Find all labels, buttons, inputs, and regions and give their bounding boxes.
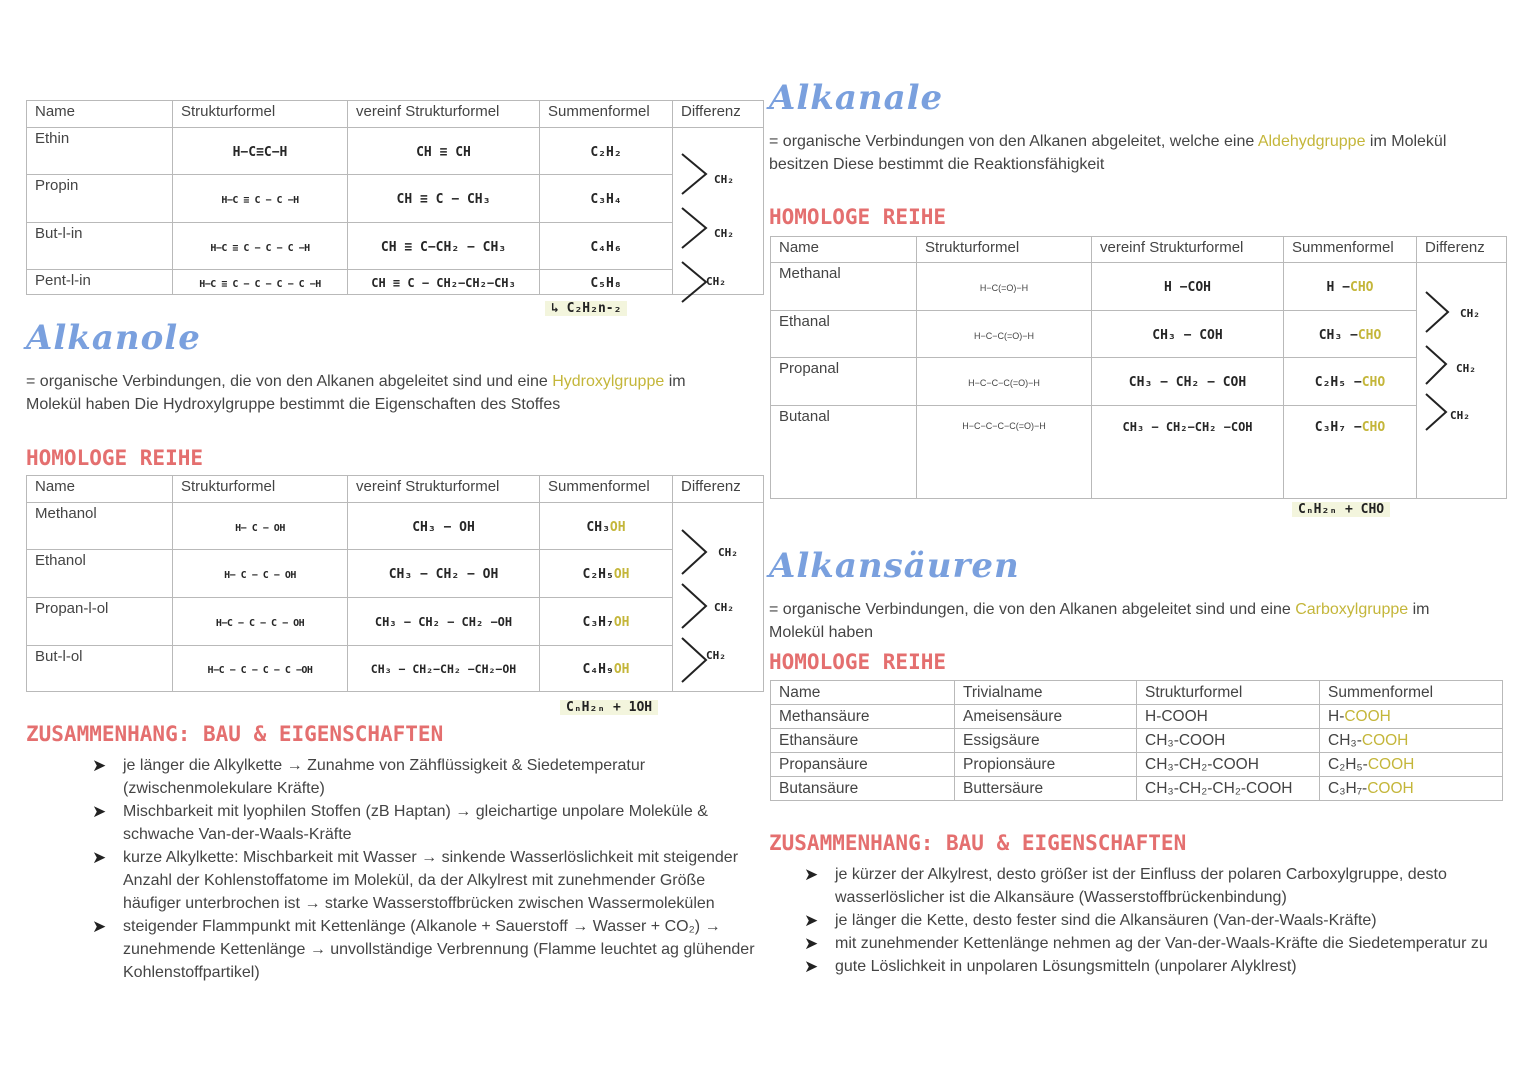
- sum-formula-group: OH: [613, 662, 630, 677]
- highlight-term: Aldehydgruppe: [1257, 133, 1366, 150]
- row-name: But-l-in: [27, 223, 173, 270]
- row-name: Ethansäure: [771, 729, 955, 753]
- diff-label: CH₂: [714, 173, 734, 186]
- sum-formula-group: OH: [613, 567, 630, 582]
- sum-formula-base: C₃H₇: [582, 615, 614, 630]
- section-title-alkanale: Alkanale: [769, 78, 944, 118]
- simple-formula: CH₃ − CH₂ − COH: [1128, 375, 1247, 390]
- section-title-alkanole: Alkanole: [26, 318, 201, 358]
- arrow-bullet-icon: ➤: [804, 934, 819, 953]
- section-title-alkansaeuren: Alkansäuren: [769, 546, 1020, 586]
- list-item: ➤ mit zunehmender Kettenlänge nehmen ag der Van-der-Waals-Kräfte die Siedetemperatur zu: [804, 934, 1488, 953]
- col-header-diff: Differenz: [1417, 237, 1507, 263]
- row-name: Methanal: [771, 263, 917, 311]
- simple-formula: CH ≡ C−CH₂ − CH₃: [380, 239, 507, 255]
- row-name: Methanol: [27, 503, 173, 550]
- struct-formula: H−C−C−C−C(=O)−H: [962, 421, 1046, 431]
- simple-formula: H −COH: [1164, 280, 1211, 295]
- struct-formula: H−C − C − C − C −OH: [207, 665, 313, 676]
- struct-formula: H−C−C(=O)−H: [973, 330, 1035, 341]
- sum-formula-base: C₂H₅: [582, 567, 614, 582]
- sum-formula: C₂H₂: [590, 144, 622, 160]
- struct-formula: H−C ≡ C − C − C −H: [210, 242, 310, 254]
- simple-formula: CH₃ − CH₂−CH₂ −COH: [1122, 420, 1253, 434]
- sum-formula-group: COOH: [1367, 755, 1415, 773]
- sum-formula: C₃H₄: [590, 192, 622, 207]
- struct-formula: H−C(=O)−H: [979, 283, 1029, 293]
- row-name: Butansäure: [771, 777, 955, 801]
- homologe-reihe-heading: HOMOLOGE REIHE: [769, 205, 947, 229]
- difference-brackets: [672, 526, 712, 696]
- sum-formula-base: H-: [1328, 707, 1345, 725]
- highlight-term: Hydroxylgruppe: [552, 373, 665, 390]
- row-name: Ethanal: [771, 311, 917, 358]
- sum-formula-base: C₃H₇ −: [1314, 420, 1362, 435]
- struct-formula: H− C − OH: [235, 522, 285, 534]
- sum-formula-group: OH: [609, 519, 626, 535]
- sum-formula-group: CHO: [1357, 327, 1382, 343]
- struct-formula: H-COOH: [1137, 705, 1320, 729]
- sum-formula-base: CH₃-: [1328, 731, 1362, 749]
- row-trivial: Essigsäure: [955, 729, 1137, 753]
- sum-formula: C₅H₈: [590, 275, 622, 291]
- row-name: Propansäure: [771, 753, 955, 777]
- sum-formula-group: CHO: [1350, 280, 1374, 295]
- col-header-diff: Differenz: [673, 101, 764, 128]
- list-item: ➤ steigender Flammpunkt mit Kettenlänge (Alkanole + Sauerstoff → Wasser + CO₂) → zunehmende Kettenlänge → unvollständige Verbrennung (Flamme leuchtet ag glühender Kohlenstoffpartikel): [92, 917, 755, 981]
- col-header-name: Name: [771, 681, 955, 705]
- alkanale-table: [770, 236, 1507, 499]
- simple-formula: CH₃ − OH: [412, 519, 475, 535]
- struct-formula: H−C≡C−H: [232, 144, 288, 160]
- col-header-struct: Strukturformel: [917, 237, 1092, 263]
- diff-label: CH₂: [718, 546, 738, 559]
- arrow-bullet-icon: ➤: [92, 917, 107, 936]
- sum-formula-group: COOH: [1367, 779, 1414, 797]
- simple-formula: CH ≡ CH: [416, 144, 471, 160]
- homologe-reihe-heading: HOMOLOGE REIHE: [769, 650, 947, 674]
- properties-list: [92, 754, 757, 984]
- row-trivial: Propionsäure: [955, 753, 1137, 777]
- alkanole-table: [26, 475, 764, 692]
- diff-label: CH₂: [706, 649, 726, 662]
- zusammenhang-heading: ZUSAMMENHANG: BAU & EIGENSCHAFTEN: [769, 831, 1187, 855]
- col-header-trivial: Trivialname: [955, 681, 1137, 705]
- diff-label: CH₂: [1460, 307, 1480, 320]
- row-name: Butanal: [771, 406, 917, 499]
- row-name: Propanal: [771, 358, 917, 406]
- sum-formula-base: C₃H₇-: [1328, 779, 1368, 797]
- col-header-simple: vereinf Strukturformel: [1092, 237, 1284, 263]
- sum-formula-base: C₂H₅ −: [1314, 375, 1362, 390]
- general-formula: CₙH₂ₙ + 1OH: [560, 700, 658, 715]
- col-header-name: Name: [27, 476, 173, 503]
- col-header-struct: Strukturformel: [173, 476, 348, 503]
- simple-formula: CH₃ − COH: [1152, 327, 1223, 343]
- simple-formula: CH ≡ C − CH₃: [396, 192, 491, 207]
- alkanole-description: = organische Verbindungen, die von den Alkanen abgeleitet sind und eine Hydroxylgruppe im Molekül haben Die Hydroxylgruppe bestimmt die Eigenschaften des Stoffes: [26, 373, 686, 413]
- col-header-sum: Summenformel: [540, 101, 673, 128]
- col-header-sum: Summenformel: [540, 476, 673, 503]
- list-item: ➤ je länger die Kette, desto fester sind die Alkansäuren (Van-der-Waals-Kräfte): [804, 911, 1377, 930]
- general-formula: CₙH₂ₙ + CHO: [1292, 502, 1390, 517]
- list-item: ➤ gute Löslichkeit in unpolaren Lösungsmitteln (unpolarer Alyklrest): [804, 957, 1297, 976]
- sum-formula-base: C₄H₉: [582, 662, 614, 677]
- arrow-bullet-icon: ➤: [92, 848, 107, 867]
- alkansaeuren-table: [770, 680, 1503, 801]
- sum-formula-group: CHO: [1361, 420, 1386, 435]
- sum-formula-base: H −: [1326, 280, 1350, 295]
- col-header-sum: Summenformel: [1284, 237, 1417, 263]
- sum-formula-group: COOH: [1344, 707, 1391, 725]
- properties-list: [804, 863, 1494, 978]
- homologe-reihe-heading: HOMOLOGE REIHE: [26, 446, 204, 470]
- arrow-bullet-icon: ➤: [804, 911, 819, 930]
- col-header-simple: vereinf Strukturformel: [348, 476, 540, 503]
- sum-formula-group: OH: [613, 615, 630, 630]
- struct-formula: CH₃-CH₂-COOH: [1137, 753, 1320, 777]
- sum-formula-base: C₂H₅-: [1328, 755, 1368, 773]
- struct-formula: H−C − C − C − OH: [215, 618, 305, 629]
- zusammenhang-heading: ZUSAMMENHANG: BAU & EIGENSCHAFTEN: [26, 722, 444, 746]
- diff-label: CH₂: [714, 601, 734, 614]
- row-name: Propin: [27, 175, 173, 223]
- list-item: ➤ kurze Alkylkette: Mischbarkeit mit Wasser → sinkende Wasserlöslichkeit mit steigender Anzahl der Kohlenstoffatome im Molekül, da der Alkylrest mit zunehmender Größe häufiger unterbrochen ist → starke Wasserstoffbrücken zwischen Wassermolekülen: [92, 848, 739, 912]
- struct-formula: H−C ≡ C − C − C − C −H: [199, 278, 321, 290]
- row-name: Methansäure: [771, 705, 955, 729]
- struct-formula: CH₃-COOH: [1137, 729, 1320, 753]
- struct-formula: H−C ≡ C − C −H: [221, 195, 299, 206]
- simple-formula: CH₃ − CH₂−CH₂ −CH₂−OH: [370, 662, 517, 676]
- struct-formula: H− C − C − OH: [224, 570, 296, 581]
- row-trivial: Ameisensäure: [955, 705, 1137, 729]
- alkanale-description: = organische Verbindungen von den Alkanen abgeleitet, welche eine Aldehydgruppe im Molekül besitzen Diese bestimmt die Reaktionsfähigkeit: [769, 133, 1447, 173]
- sum-formula-base: CH₃ −: [1318, 327, 1358, 343]
- col-header-struct: Strukturformel: [173, 101, 348, 128]
- arrow-bullet-icon: ➤: [92, 756, 107, 775]
- sum-formula-group: CHO: [1361, 375, 1386, 390]
- col-header-diff: Differenz: [673, 476, 764, 503]
- col-header-name: Name: [771, 237, 917, 263]
- sum-formula-base: CH₃: [586, 519, 610, 535]
- diff-label: CH₂: [714, 227, 734, 240]
- row-trivial: Buttersäure: [955, 777, 1137, 801]
- diff-label: CH₂: [706, 275, 726, 288]
- col-header-name: Name: [27, 101, 173, 128]
- struct-formula: H−C−C−C(=O)−H: [968, 378, 1040, 388]
- struct-formula: CH₃-CH₂-CH₂-COOH: [1137, 777, 1320, 801]
- sum-formula-group: COOH: [1361, 731, 1409, 749]
- arrow-bullet-icon: ➤: [804, 957, 819, 976]
- highlight-term: Carboxylgruppe: [1295, 601, 1409, 618]
- col-header-sum: Summenformel: [1320, 681, 1503, 705]
- arrow-bullet-icon: ➤: [92, 802, 107, 821]
- simple-formula: CH₃ − CH₂ − OH: [388, 567, 499, 582]
- col-header-simple: vereinf Strukturformel: [348, 101, 540, 128]
- alkansaeuren-description: = organische Verbindungen, die von den Alkanen abgeleitet sind und eine Carboxylgruppe im Molekül haben: [769, 601, 1430, 641]
- row-name: Ethin: [27, 128, 173, 175]
- row-name: Ethanol: [27, 550, 173, 598]
- row-name: But-l-ol: [27, 646, 173, 692]
- simple-formula: CH₃ − CH₂ − CH₂ −OH: [374, 615, 513, 629]
- general-formula: ↳ C₂H₂n-₂: [545, 301, 627, 316]
- list-item: ➤ je kürzer der Alkylrest, desto größer ist der Einfluss der polaren Carboxylgruppe, desto wasserlöslicher ist die Alkansäure (Wasserstoffbrückenbindung): [804, 865, 1447, 906]
- diff-label: CH₂: [1450, 409, 1470, 422]
- arrow-bullet-icon: ➤: [804, 865, 819, 884]
- alkine-table: [26, 100, 764, 295]
- sum-formula: C₄H₆: [590, 239, 622, 255]
- diff-label: CH₂: [1456, 362, 1476, 375]
- simple-formula: CH ≡ C − CH₂−CH₂−CH₃: [371, 275, 516, 290]
- row-name: Pent-l-in: [27, 270, 173, 295]
- col-header-struct: Strukturformel: [1137, 681, 1320, 705]
- list-item: ➤ je länger die Alkylkette → Zunahme von Zähflüssigkeit & Siedetemperatur (zwischenmolekulare Kräfte): [92, 756, 646, 797]
- row-name: Propan-l-ol: [27, 598, 173, 646]
- list-item: ➤ Mischbarkeit mit lyophilen Stoffen (zB Haptan) → gleichartige unpolare Moleküle & schwache Van-der-Waals-Kräfte: [92, 802, 708, 843]
